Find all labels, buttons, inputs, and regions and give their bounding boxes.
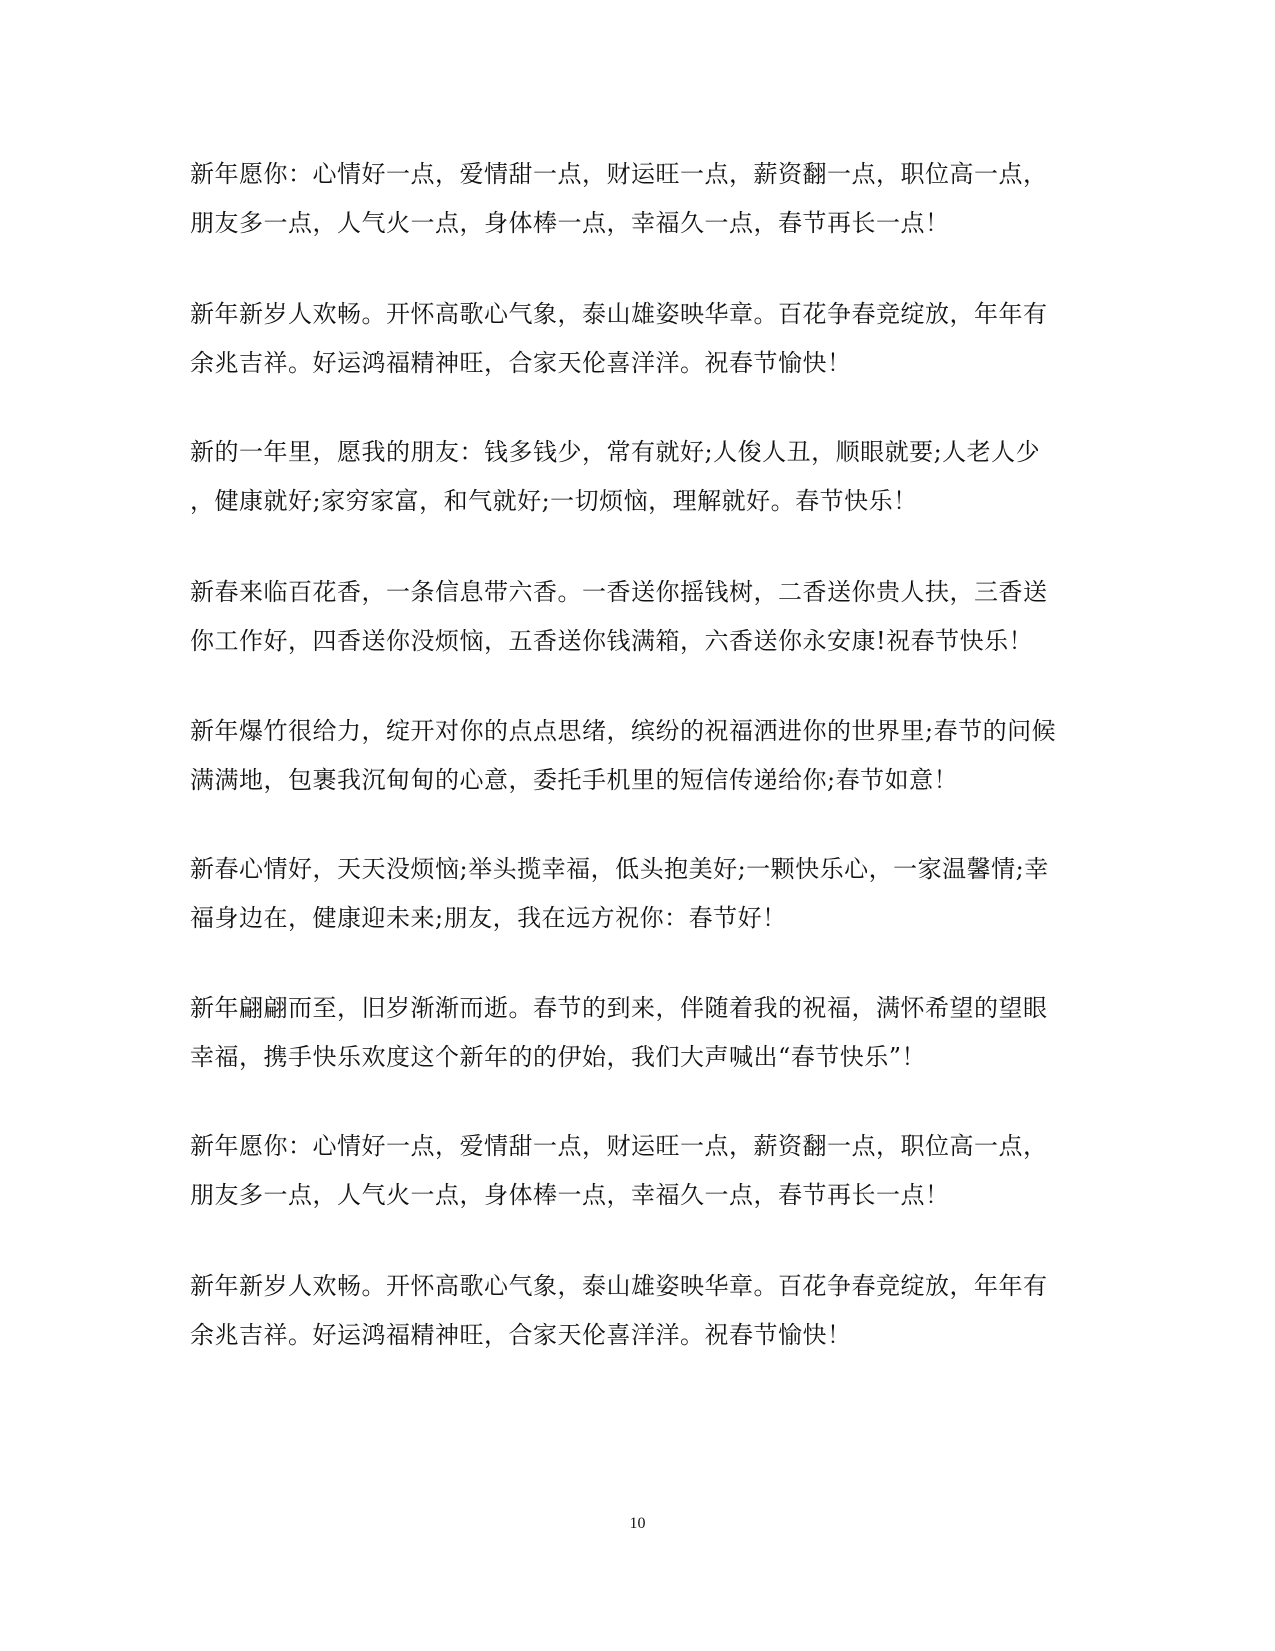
- paragraph-line: 你工作好，四香送你没烦恼，五香送你钱满箱，六香送你永安康!祝春节快乐！: [190, 627, 1034, 655]
- paragraph: [190, 1122, 1090, 1220]
- paragraph: [190, 984, 1090, 1082]
- paragraph-line: 朋友多一点，人气火一点，身体棒一点，幸福久一点，春节再长一点！: [190, 1181, 950, 1209]
- paragraph: [190, 1262, 1090, 1360]
- paragraph-line: 新年新岁人欢畅。开怀高歌心气象，泰山雄姿映华章。百花争春竞绽放，年年有: [190, 300, 1048, 328]
- paragraph-line: 新年爆竹很给力，绽开对你的点点思绪，缤纷的祝福洒进你的世界里;春节的问候: [190, 717, 1057, 745]
- paragraph: [190, 290, 1090, 388]
- paragraph-line: 新春来临百花香，一条信息带六香。一香送你摇钱树，二香送你贵人扶，三香送: [190, 578, 1048, 606]
- paragraph-line: 福身边在，健康迎未来;朋友，我在远方祝你：春节好！: [190, 904, 787, 932]
- paragraph-line: ，健康就好;家穷家富，和气就好;一切烦恼，理解就好。春节快乐！: [190, 487, 918, 515]
- paragraph-line: 新年翩翩而至，旧岁渐渐而逝。春节的到来，伴随着我的祝福，满怀希望的望眼: [190, 994, 1048, 1022]
- paragraph-line: 新春心情好，天天没烦恼;举头揽幸福，低头抱美好;一颗快乐心，一家温馨情;幸: [190, 855, 1049, 883]
- paragraph-line: 余兆吉祥。好运鸿福精神旺，合家天伦喜洋洋。祝春节愉快！: [190, 349, 852, 377]
- paragraph: [190, 568, 1090, 666]
- paragraph-line: 新的一年里，愿我的朋友：钱多钱少，常有就好;人俊人丑，顺眼就要;人老人少: [190, 438, 1041, 466]
- page-number: 10: [629, 1515, 646, 1532]
- paragraph: [190, 150, 1090, 248]
- paragraph: [190, 707, 1090, 805]
- paragraph: [190, 845, 1090, 943]
- paragraph-line: 幸福，携手快乐欢度这个新年的的伊始，我们大声喊出“春节快乐”！: [190, 1043, 927, 1071]
- paragraph-line: 新年愿你：心情好一点，爱情甜一点，财运旺一点，薪资翻一点，职位高一点，: [190, 160, 1048, 188]
- paragraph-line: 新年新岁人欢畅。开怀高歌心气象，泰山雄姿映华章。百花争春竞绽放，年年有: [190, 1272, 1048, 1300]
- paragraph: [190, 428, 1090, 526]
- paragraph-line: 满满地，包裹我沉甸甸的心意，委托手机里的短信传递给你;春节如意！: [190, 766, 959, 794]
- paragraph-line: 余兆吉祥。好运鸿福精神旺，合家天伦喜洋洋。祝春节愉快！: [190, 1321, 852, 1349]
- paragraph-line: 朋友多一点，人气火一点，身体棒一点，幸福久一点，春节再长一点！: [190, 209, 950, 237]
- paragraph-line: 新年愿你：心情好一点，爱情甜一点，财运旺一点，薪资翻一点，职位高一点，: [190, 1132, 1048, 1160]
